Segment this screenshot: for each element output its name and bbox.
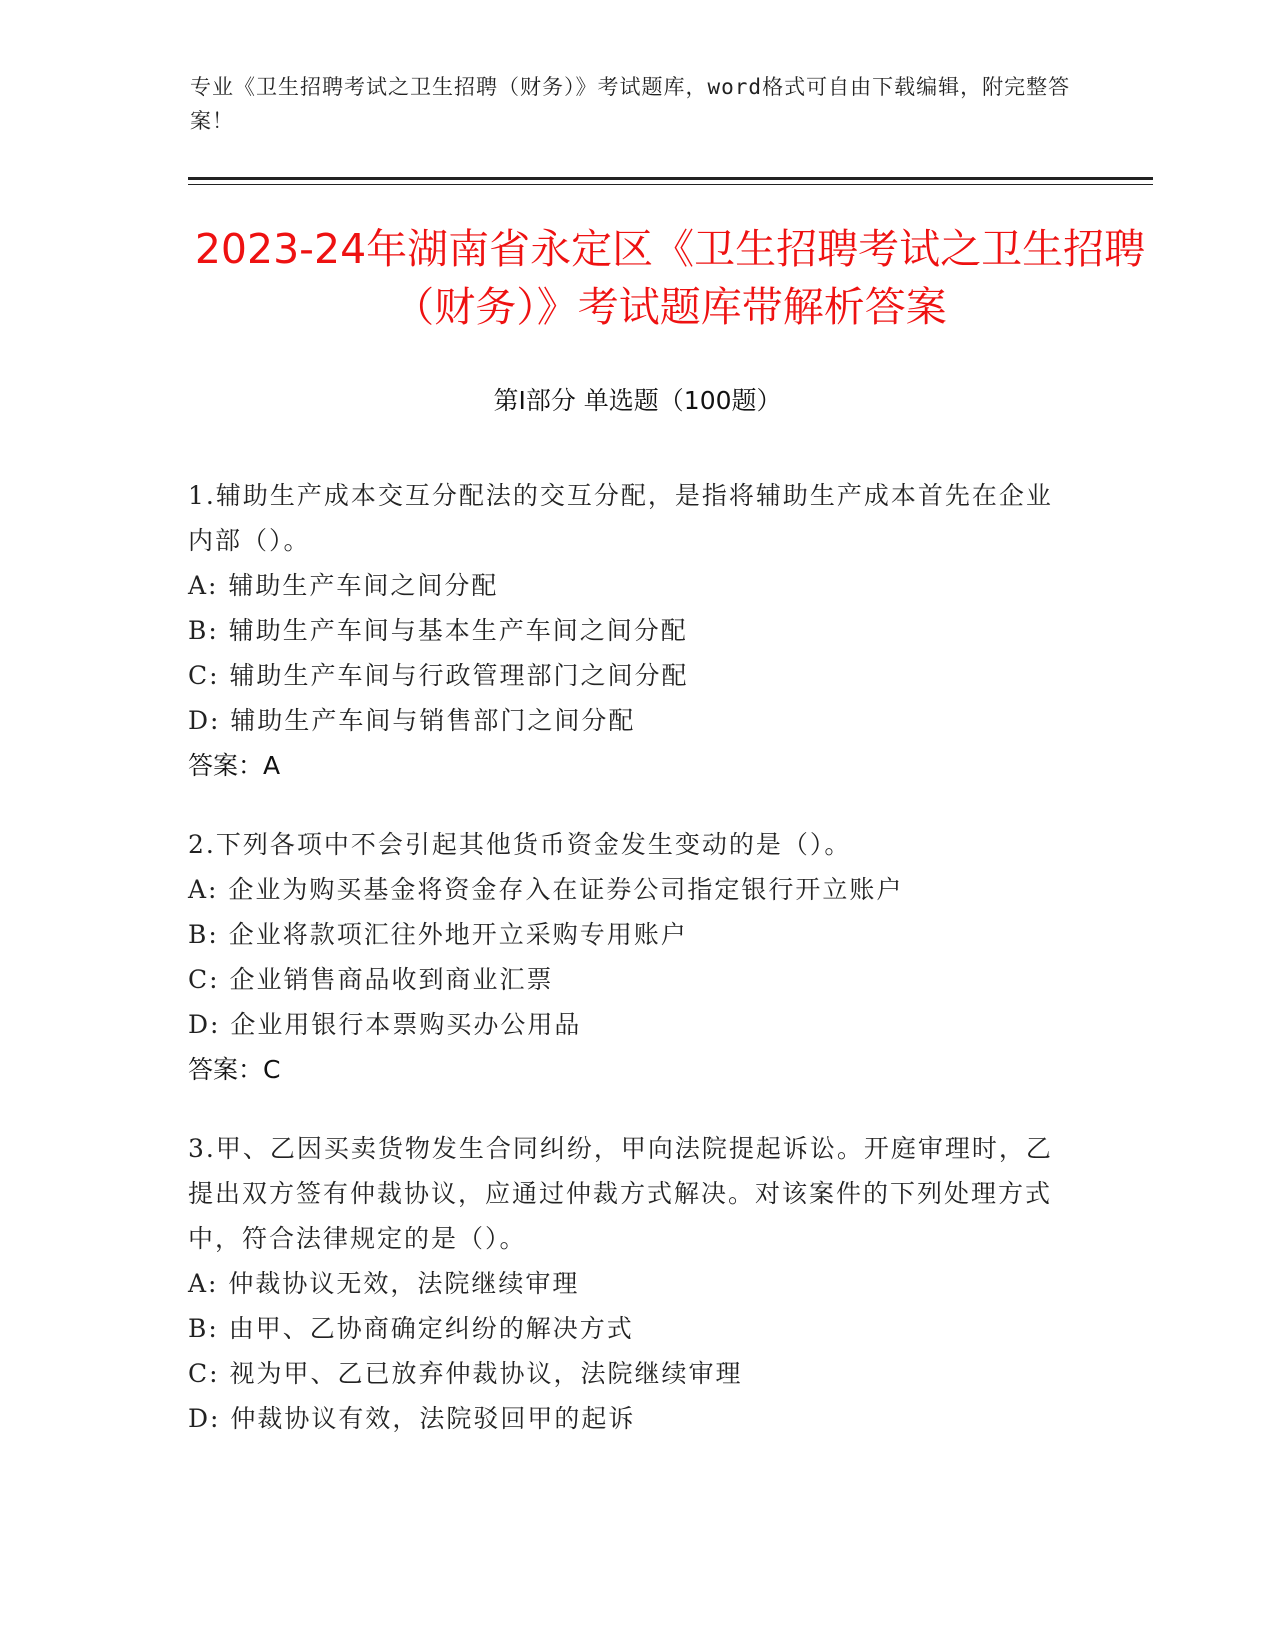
header-divider-thin (188, 184, 1153, 185)
option-a: A: 辅助生产车间之间分配 (188, 571, 499, 600)
option-d: D: 企业用银行本票购买办公用品 (188, 1010, 582, 1039)
option-b: B: 企业将款项汇往外地开立采购专用账户 (188, 920, 688, 949)
option-b: B: 由甲、乙协商确定纠纷的解决方式 (188, 1314, 634, 1343)
option-d: D: 仲裁协议有效，法院驳回甲的起诉 (188, 1404, 636, 1433)
option-c: C: 视为甲、乙已放弃仲裁协议，法院继续审理 (188, 1359, 743, 1388)
question-2 (188, 822, 1068, 1092)
option-a: A: 仲裁协议无效，法院继续审理 (188, 1269, 580, 1298)
question-list (188, 473, 1068, 1475)
option-d: D: 辅助生产车间与销售部门之间分配 (188, 706, 636, 735)
header-divider-thick (188, 177, 1153, 180)
header-note: 专业《卫生招聘考试之卫生招聘（财务）》考试题库，word格式可自由下载编辑，附完整答案！ (190, 75, 1071, 133)
option-b: B: 辅助生产车间与基本生产车间之间分配 (188, 616, 688, 645)
answer-text: 答案：C (188, 1055, 281, 1084)
question-stem: 1.辅助生产成本交互分配法的交互分配，是指将辅助生产成本首先在企业内部（）。 (188, 481, 1053, 555)
option-c: C: 辅助生产车间与行政管理部门之间分配 (188, 661, 689, 690)
question-stem: 3.甲、乙因买卖货物发生合同纠纷，甲向法院提起诉讼。开庭审理时，乙提出双方签有仲裁协议，应通过仲裁方式解决。对该案件的下列处理方式中，符合法律规定的是（）。 (188, 1134, 1053, 1253)
question-3 (188, 1126, 1068, 1441)
question-1 (188, 473, 1068, 788)
question-stem: 2.下列各项中不会引起其他货币资金发生变动的是（）。 (188, 830, 852, 859)
document-title: 2023-24年湖南省永定区《卫生招聘考试之卫生招聘（财务）》考试题库带解析答案 (194, 225, 1146, 331)
option-c: C: 企业销售商品收到商业汇票 (188, 965, 554, 994)
option-a: A: 企业为购买基金将资金存入在证券公司指定银行开立账户 (188, 875, 904, 904)
section-title: 第Ⅰ部分 单选题（100题） (493, 386, 782, 415)
answer-text: 答案：A (188, 751, 281, 780)
